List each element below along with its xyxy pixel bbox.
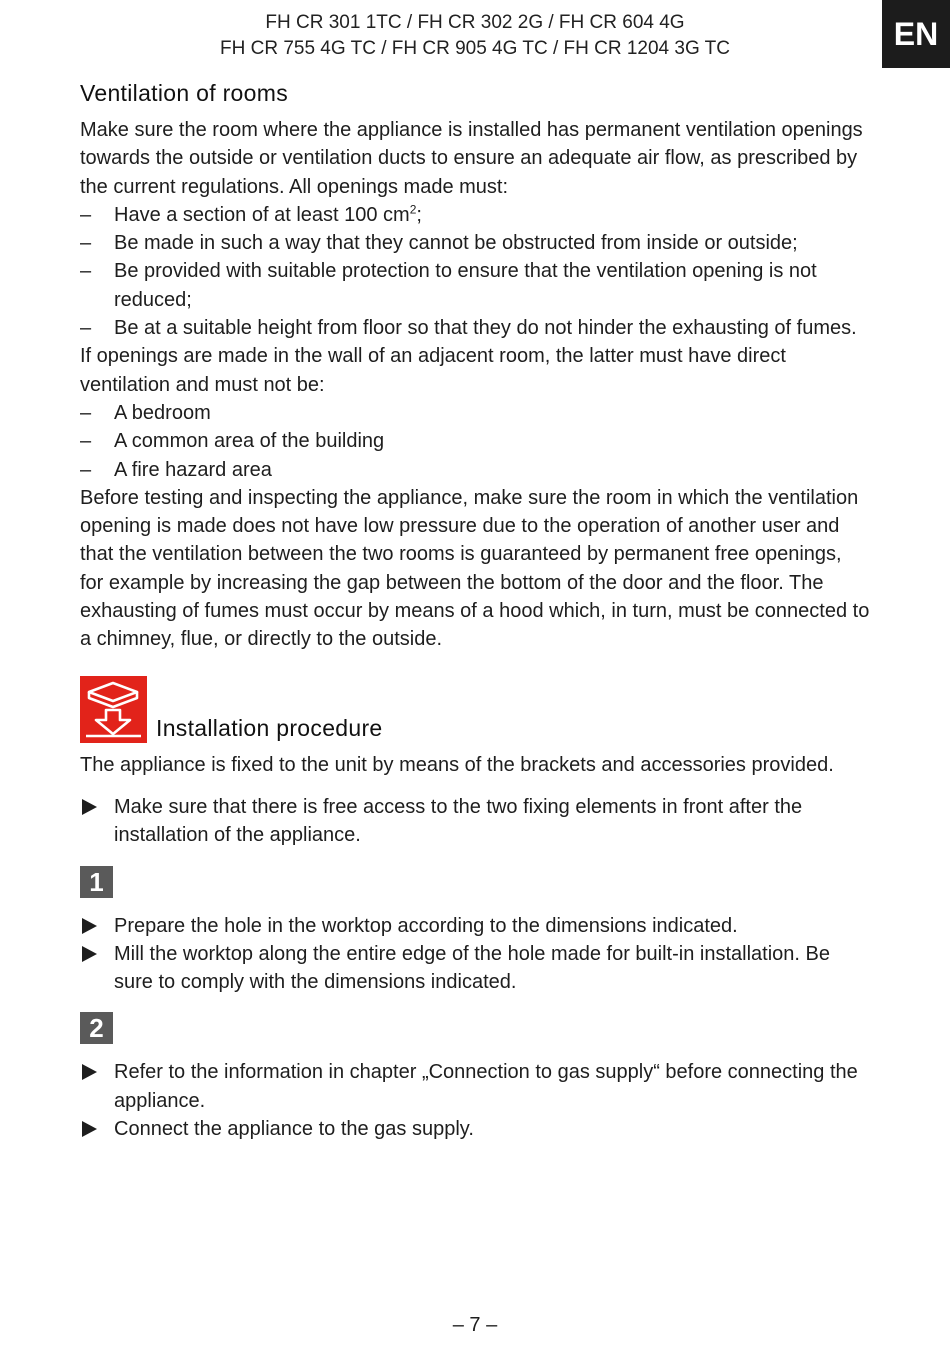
step-1-list xyxy=(80,912,870,997)
prohibited-rooms-list xyxy=(80,399,870,484)
adjacent-room-intro: If openings are made in the wall of an adjacent room, the latter must have direct ventilation and must not be: xyxy=(80,345,786,396)
list-item: Connect the appliance to the gas supply. xyxy=(80,1115,870,1143)
list-item: – A bedroom xyxy=(80,399,870,427)
dash-marker: – xyxy=(80,317,92,340)
superscript: 2 xyxy=(409,202,417,217)
list-item: Mill the worktop along the entire edge of the hole made for built-in installation. Be sure to comply with the dimensions indicated. xyxy=(80,940,870,997)
list-item: Refer to the information in chapter „Connection to gas supply“ before connecting the appliance. xyxy=(80,1058,870,1115)
list-item: – A fire hazard area xyxy=(80,456,870,484)
page-number: – 7 – xyxy=(452,1314,498,1336)
triangle-bullet-icon xyxy=(82,799,97,815)
dash-marker: – xyxy=(80,232,92,255)
ventilation-title: Ventilation of rooms xyxy=(80,80,289,106)
triangle-bullet-icon xyxy=(82,1064,97,1080)
list-item: – Be at a suitable height from floor so that they do not hinder the exhausting of fumes. xyxy=(80,314,870,342)
list-item: Prepare the hole in the worktop according to the dimensions indicated. xyxy=(80,912,870,940)
triangle-bullet-icon xyxy=(82,1121,97,1137)
installation-title: Installation procedure xyxy=(156,714,383,741)
ventilation-intro: Make sure the room where the appliance is installed has permanent ventilation openings towards the outside or ventilation ducts to ensure an adequate air flow, as prescribed by the current regulations. All openings made must: xyxy=(80,119,863,198)
model-line-1: FH CR 301 1TC / FH CR 302 2G / FH CR 604 4G xyxy=(265,12,685,33)
list-item: Make sure that there is free access to the two fixing elements in front after the installation of the appliance. xyxy=(80,793,870,850)
list-item: – Be provided with suitable protection to ensure that the ventilation opening is not reduced; xyxy=(80,257,870,314)
requirements-list xyxy=(80,201,870,342)
triangle-bullet-icon xyxy=(82,918,97,934)
installation-icon xyxy=(80,676,147,743)
installation-heading xyxy=(80,676,870,743)
dash-marker: – xyxy=(80,401,92,424)
installation-intro: The appliance is fixed to the unit by means of the brackets and accessories provided. xyxy=(80,753,834,776)
model-line-2: FH CR 755 4G TC / FH CR 905 4G TC / FH CR 1204 3G TC xyxy=(220,38,730,59)
testing-note: Before testing and inspecting the appliance, make sure the room in which the ventilation opening is made does not have low pressure due to the operation of another user and that the ventilation between the two rooms is guaranteed by permanent free openings, for example by increasing the gap between the bottom of the door and the floor. The exhausting of fumes must occur by means of a hood which, in turn, must be connected to a chimney, flue, or directly to the outside. xyxy=(80,486,870,651)
triangle-bullet-icon xyxy=(82,946,97,962)
list-item: – Have a section of at least 100 $cm^2$; xyxy=(80,201,870,229)
list-item: – Be made in such a way that they cannot be obstructed from inside or outside; xyxy=(80,229,870,257)
page-content xyxy=(80,76,870,1143)
language-badge: EN xyxy=(882,0,950,68)
step-number-badge: 1 xyxy=(80,866,113,898)
pre-steps-list xyxy=(80,793,870,850)
dash-marker: – xyxy=(80,260,92,283)
dash-marker: – xyxy=(80,430,92,453)
page-header xyxy=(0,10,950,62)
step-number-badge: 2 xyxy=(80,1012,113,1044)
step-2-list xyxy=(80,1058,870,1143)
list-item: – A common area of the building xyxy=(80,427,870,455)
dash-marker: – xyxy=(80,458,92,481)
dash-marker: – xyxy=(80,203,92,226)
